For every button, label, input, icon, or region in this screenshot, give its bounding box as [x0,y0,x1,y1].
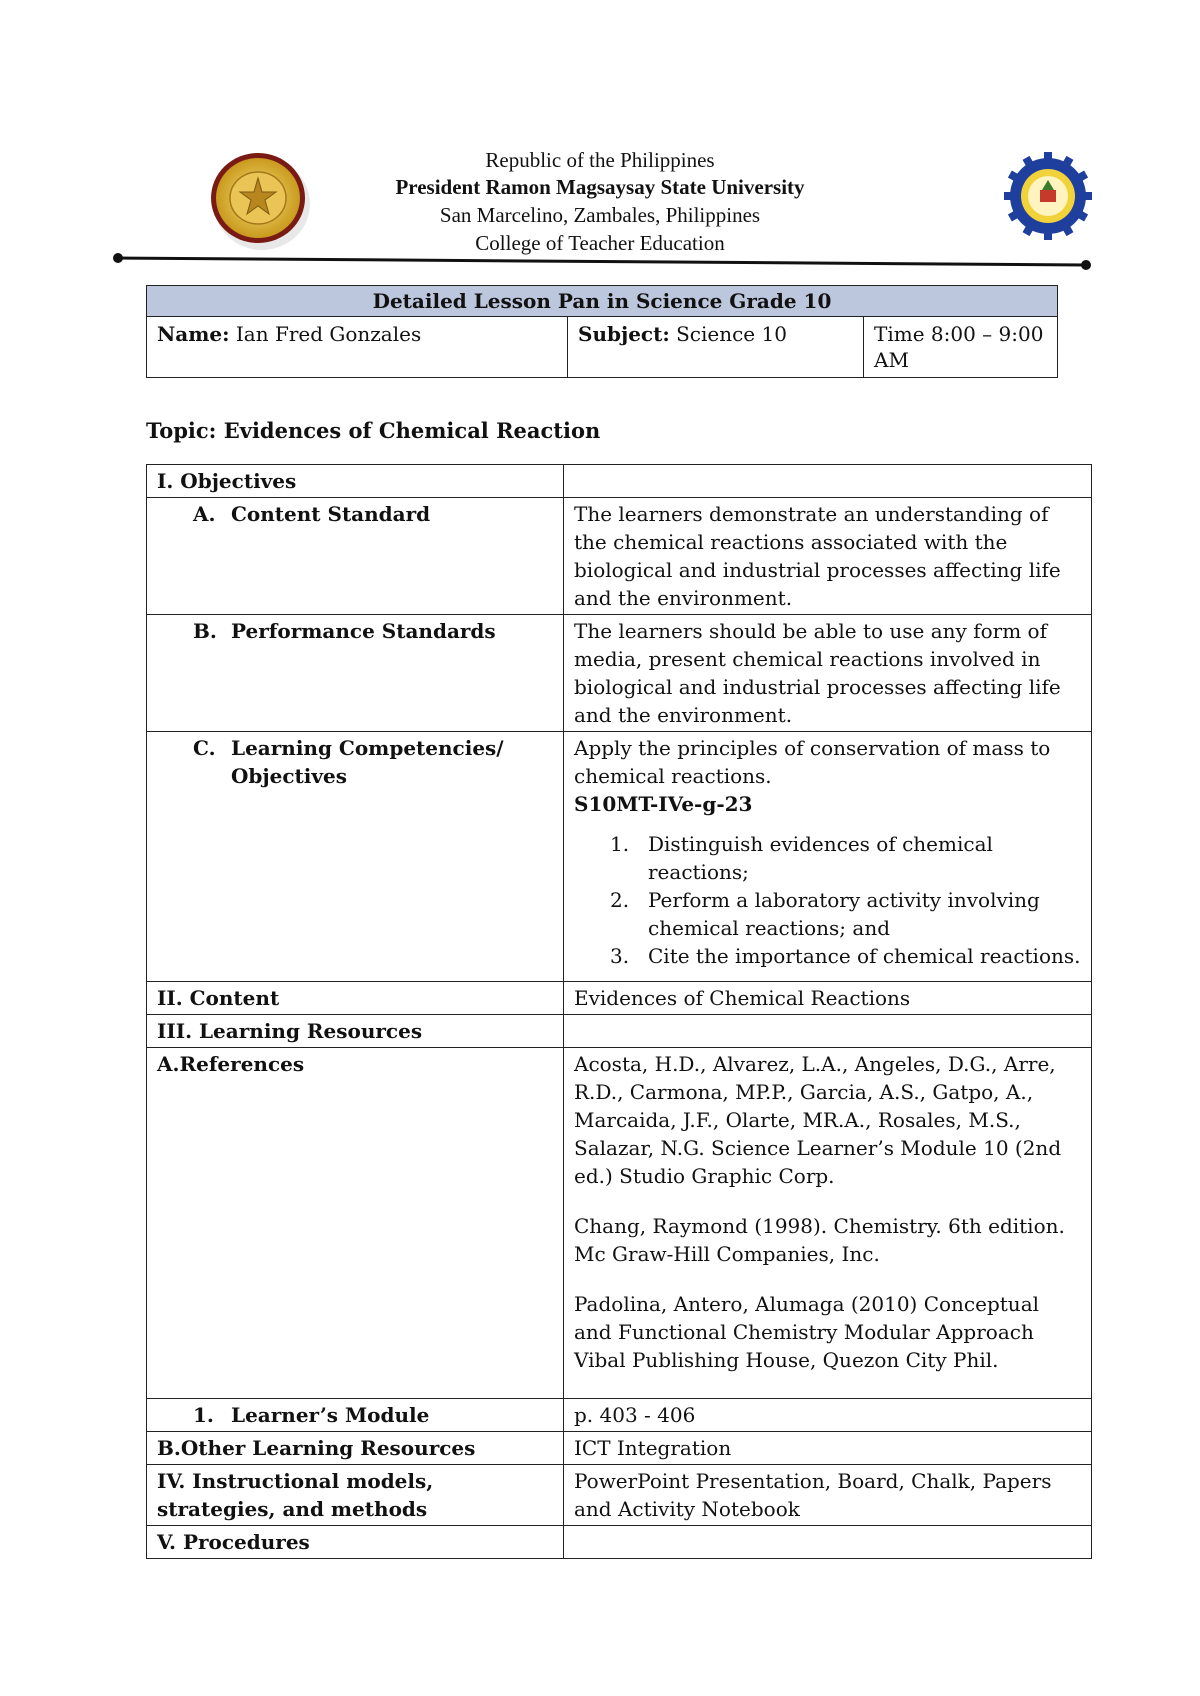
time-cell: Time 8:00 – 9:00 AM [864,317,1058,378]
republic-line: Republic of the Philippines [485,148,715,172]
list-item-text: Perform a laboratory activity involving chemical reactions; and [648,888,1040,940]
learners-module-number: 1. [193,1403,214,1427]
competencies-text: Apply the principles of conservation of mass to chemical reactions. [574,736,1051,788]
learners-module-label-cell [147,1399,564,1432]
performance-standards-label: Performance Standards [231,619,496,643]
performance-standards-letter: B. [193,619,217,643]
university-name: President Ramon Magsaysay State University [395,175,805,199]
learners-module-value: p. 403 - 406 [564,1399,1092,1432]
other-resources-label: B.Other Learning Resources [147,1432,564,1465]
subject-cell [568,317,864,378]
content-value: Evidences of Chemical Reactions [564,982,1092,1015]
list-item [574,886,1081,942]
list-item-text: Distinguish evidences of chemical reactions; [648,832,993,884]
procedures-empty-cell [564,1526,1092,1559]
reference-entry: Chang, Raymond (1998). Chemistry. 6th edition. Mc Graw-Hill Companies, Inc. [574,1214,1065,1266]
subject-label: Subject: [578,322,670,346]
competencies-letter: C. [193,736,216,760]
content-standard-text: The learners demonstrate an understanding of the chemical reactions associated with the biological and industrial processes affecting life and the environment. [564,498,1092,615]
content-label: II. Content [147,982,564,1015]
objectives-heading: I. Objectives [147,465,564,498]
objectives-list [574,830,1081,970]
learning-resources-label: III. Learning Resources [147,1015,564,1048]
lesson-plan-table [146,464,1092,1559]
performance-standards-label-cell [147,615,564,732]
name-label: Name: [157,322,230,346]
learning-resources-empty-cell [564,1015,1092,1048]
other-resources-value: ICT Integration [564,1432,1092,1465]
list-item-number: 2. [610,888,630,912]
document-header [0,0,1200,280]
name-value: Ian Fred Gonzales [235,322,422,346]
instructional-models-label: IV. Instructional models, strategies, and methods [147,1465,564,1526]
lesson-info-table [146,285,1058,378]
list-item [574,830,1081,886]
university-address: San Marcelino, Zambales, Philippines [439,203,761,227]
instructional-models-value: PowerPoint Presentation, Board, Chalk, Papers and Activity Notebook [564,1465,1092,1526]
references-label: A.References [147,1048,564,1399]
list-item-text: Cite the importance of chemical reactions. [648,944,1081,968]
list-item-number: 3. [610,944,630,968]
content-standard-letter: A. [193,502,216,526]
content-standard-label-cell [147,498,564,615]
competencies-cell [564,732,1092,982]
list-item [574,942,1081,970]
lesson-topic: Topic: Evidences of Chemical Reaction [146,418,601,443]
learners-module-label: Learner’s Module [231,1403,430,1427]
content-standard-label: Content Standard [231,502,431,526]
performance-standards-text: The learners should be able to use any form of media, present chemical reactions involved in biological and industrial processes affecting life and the environment. [564,615,1092,732]
subject-value: Science 10 [676,322,787,346]
college-gear-seal-icon [1002,150,1094,242]
procedures-label: V. Procedures [147,1526,564,1559]
lesson-plan-title: Detailed Lesson Pan in Science Grade 10 [147,286,1058,317]
header-divider [112,252,1092,270]
competencies-label: Learning Competencies/ Objectives [231,736,504,788]
competencies-label-cell [147,732,564,982]
list-item-number: 1. [610,832,630,856]
references-cell [564,1048,1092,1399]
competency-code: S10MT-IVe-g-23 [574,792,753,816]
reference-entry: Padolina, Antero, Alumaga (2010) Conceptual and Functional Chemistry Modular Approach Vibal Publishing House, Quezon City Phil. [574,1292,1040,1372]
name-cell [147,317,568,378]
college-name: College of Teacher Education [475,231,725,255]
reference-entry: Acosta, H.D., Alvarez, L.A., Angeles, D.G., Arre, R.D., Carmona, MP.P., Garcia, A.S., Gatpo, A., Marcaida, J.F., Olarte, MR.A., Rosales, M.S., Salazar, N.G. Science Learner’s Module 10 (2nd ed.) Studio Graphic Corp. [574,1052,1062,1188]
objectives-empty-cell [564,465,1092,498]
